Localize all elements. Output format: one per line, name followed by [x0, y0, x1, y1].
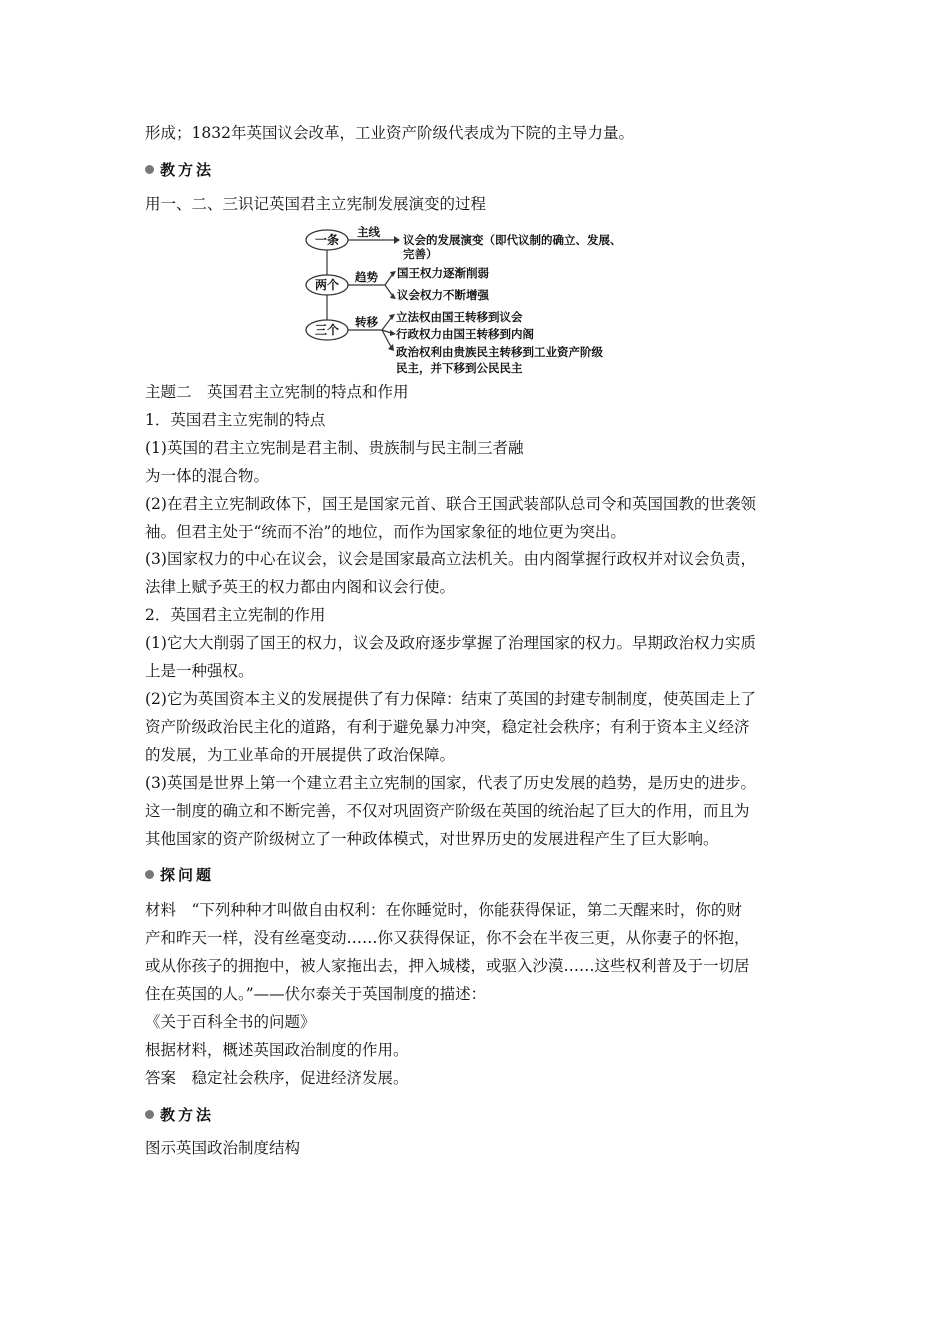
node-label: 三个 — [314, 323, 340, 337]
text-line: (1)英国的君主立宪制是君主制、贵族制与民主制三者融 — [145, 439, 524, 457]
branch-item: 完善） — [403, 247, 438, 261]
text-line: (1)它大大削弱了国王的权力，议会及政府逐步掌握了治理国家的权力。早期政治权力实质 — [145, 634, 756, 652]
text-line: 上是一种强权。 — [145, 662, 254, 680]
text-line: 材料 “下列种种才叫做自由权利：在你睡觉时，你能获得保证，第二天醒来时，你的财 — [145, 901, 742, 919]
text-line: 形成；1832年英国议会改革，工业资产阶级代表成为下院的主导力量。 — [145, 124, 634, 142]
branch-item: 行政权力由国王转移到内阁 — [396, 327, 534, 341]
text-line: 的发展，为工业革命的开展提供了政治保障。 — [145, 746, 456, 764]
text-line: 根据材料，概述英国政治制度的作用。 — [145, 1041, 409, 1059]
section-heading: 探问题 — [145, 865, 214, 885]
text-line: 1．英国君主立宪制的特点 — [145, 411, 326, 429]
branch-item: 立法权由国王转移到议会 — [396, 310, 523, 324]
bullet-dot-icon — [145, 870, 154, 879]
text-line: 其他国家的资产阶级树立了一种政体模式，对世界历史的发展进程产生了巨大影响。 — [145, 830, 719, 848]
text-line: (2)它为英国资本主义的发展提供了有力保障：结束了英国的封建专制制度，使英国走上了 — [145, 690, 756, 708]
branch-item: 议会的发展演变（即代议制的确立、发展、 — [403, 233, 622, 247]
bullet-dot-icon — [145, 165, 154, 174]
text-line: 《关于百科全书的问题》 — [145, 1013, 316, 1031]
text-line: 图示英国政治制度结构 — [145, 1139, 301, 1157]
section-heading: 教方法 — [145, 1105, 214, 1125]
text-line: 为一体的混合物。 — [145, 467, 270, 485]
text-line: 或从你孩子的拥抱中，被人家拖出去，押入城楼，或驱入沙漠……这些权利普及于一切居 — [145, 957, 750, 975]
text-line: 法律上赋予英王的权力都由内阁和议会行使。 — [145, 578, 456, 596]
branch-item: 民主，并下移到公民民主 — [396, 361, 523, 375]
branch-item: 议会权力不断增强 — [397, 288, 489, 302]
text-line: (3)英国是世界上第一个建立君主立宪制的国家，代表了历史发展的趋势，是历史的进步。 — [145, 774, 756, 792]
branch-label: 转移 — [355, 315, 378, 329]
topic-heading: 主题二 英国君主立宪制的特点和作用 — [145, 383, 409, 401]
mindmap-diagram — [300, 222, 660, 378]
text-line: 2．英国君主立宪制的作用 — [145, 606, 326, 624]
answer-line: 答案 稳定社会秩序，促进经济发展。 — [145, 1069, 409, 1087]
text-line: 袖。但君主处于“统而不治”的地位，而作为国家象征的地位更为突出。 — [145, 523, 626, 541]
text-line: 住在英国的人。”——伏尔泰关于英国制度的描述： — [145, 985, 487, 1003]
node-label: 两个 — [314, 278, 340, 292]
text-line: (2)在君主立宪制政体下，国王是国家元首、联合王国武装部队总司令和英国国教的世袭领 — [145, 495, 756, 513]
text-line: (3)国家权力的中心在议会，议会是国家最高立法机关。由内阁掌握行政权并对议会负责， — [145, 550, 756, 568]
branch-item: 国王权力逐渐削弱 — [397, 266, 489, 280]
branch-item: 政治权利由贵族民主转移到工业资产阶级 — [396, 345, 603, 359]
text-line: 用一、二、三识记英国君主立宪制发展演变的过程 — [145, 195, 487, 213]
section-heading: 教方法 — [145, 160, 214, 180]
text-line: 这一制度的确立和不断完善，不仅对巩固资产阶级在英国的统治起了巨大的作用，而且为 — [145, 802, 750, 820]
branch-label: 主线 — [357, 225, 380, 239]
branch-label: 趋势 — [355, 270, 378, 284]
text-line: 资产阶级政治民主化的道路，有利于避免暴力冲突，稳定社会秩序；有利于资本主义经济 — [145, 718, 750, 736]
text-line: 产和昨天一样，没有丝毫变动……你又获得保证，你不会在半夜三更，从你妻子的怀抱， — [145, 929, 750, 947]
node-label: 一条 — [314, 233, 340, 247]
bullet-dot-icon — [145, 1110, 154, 1119]
